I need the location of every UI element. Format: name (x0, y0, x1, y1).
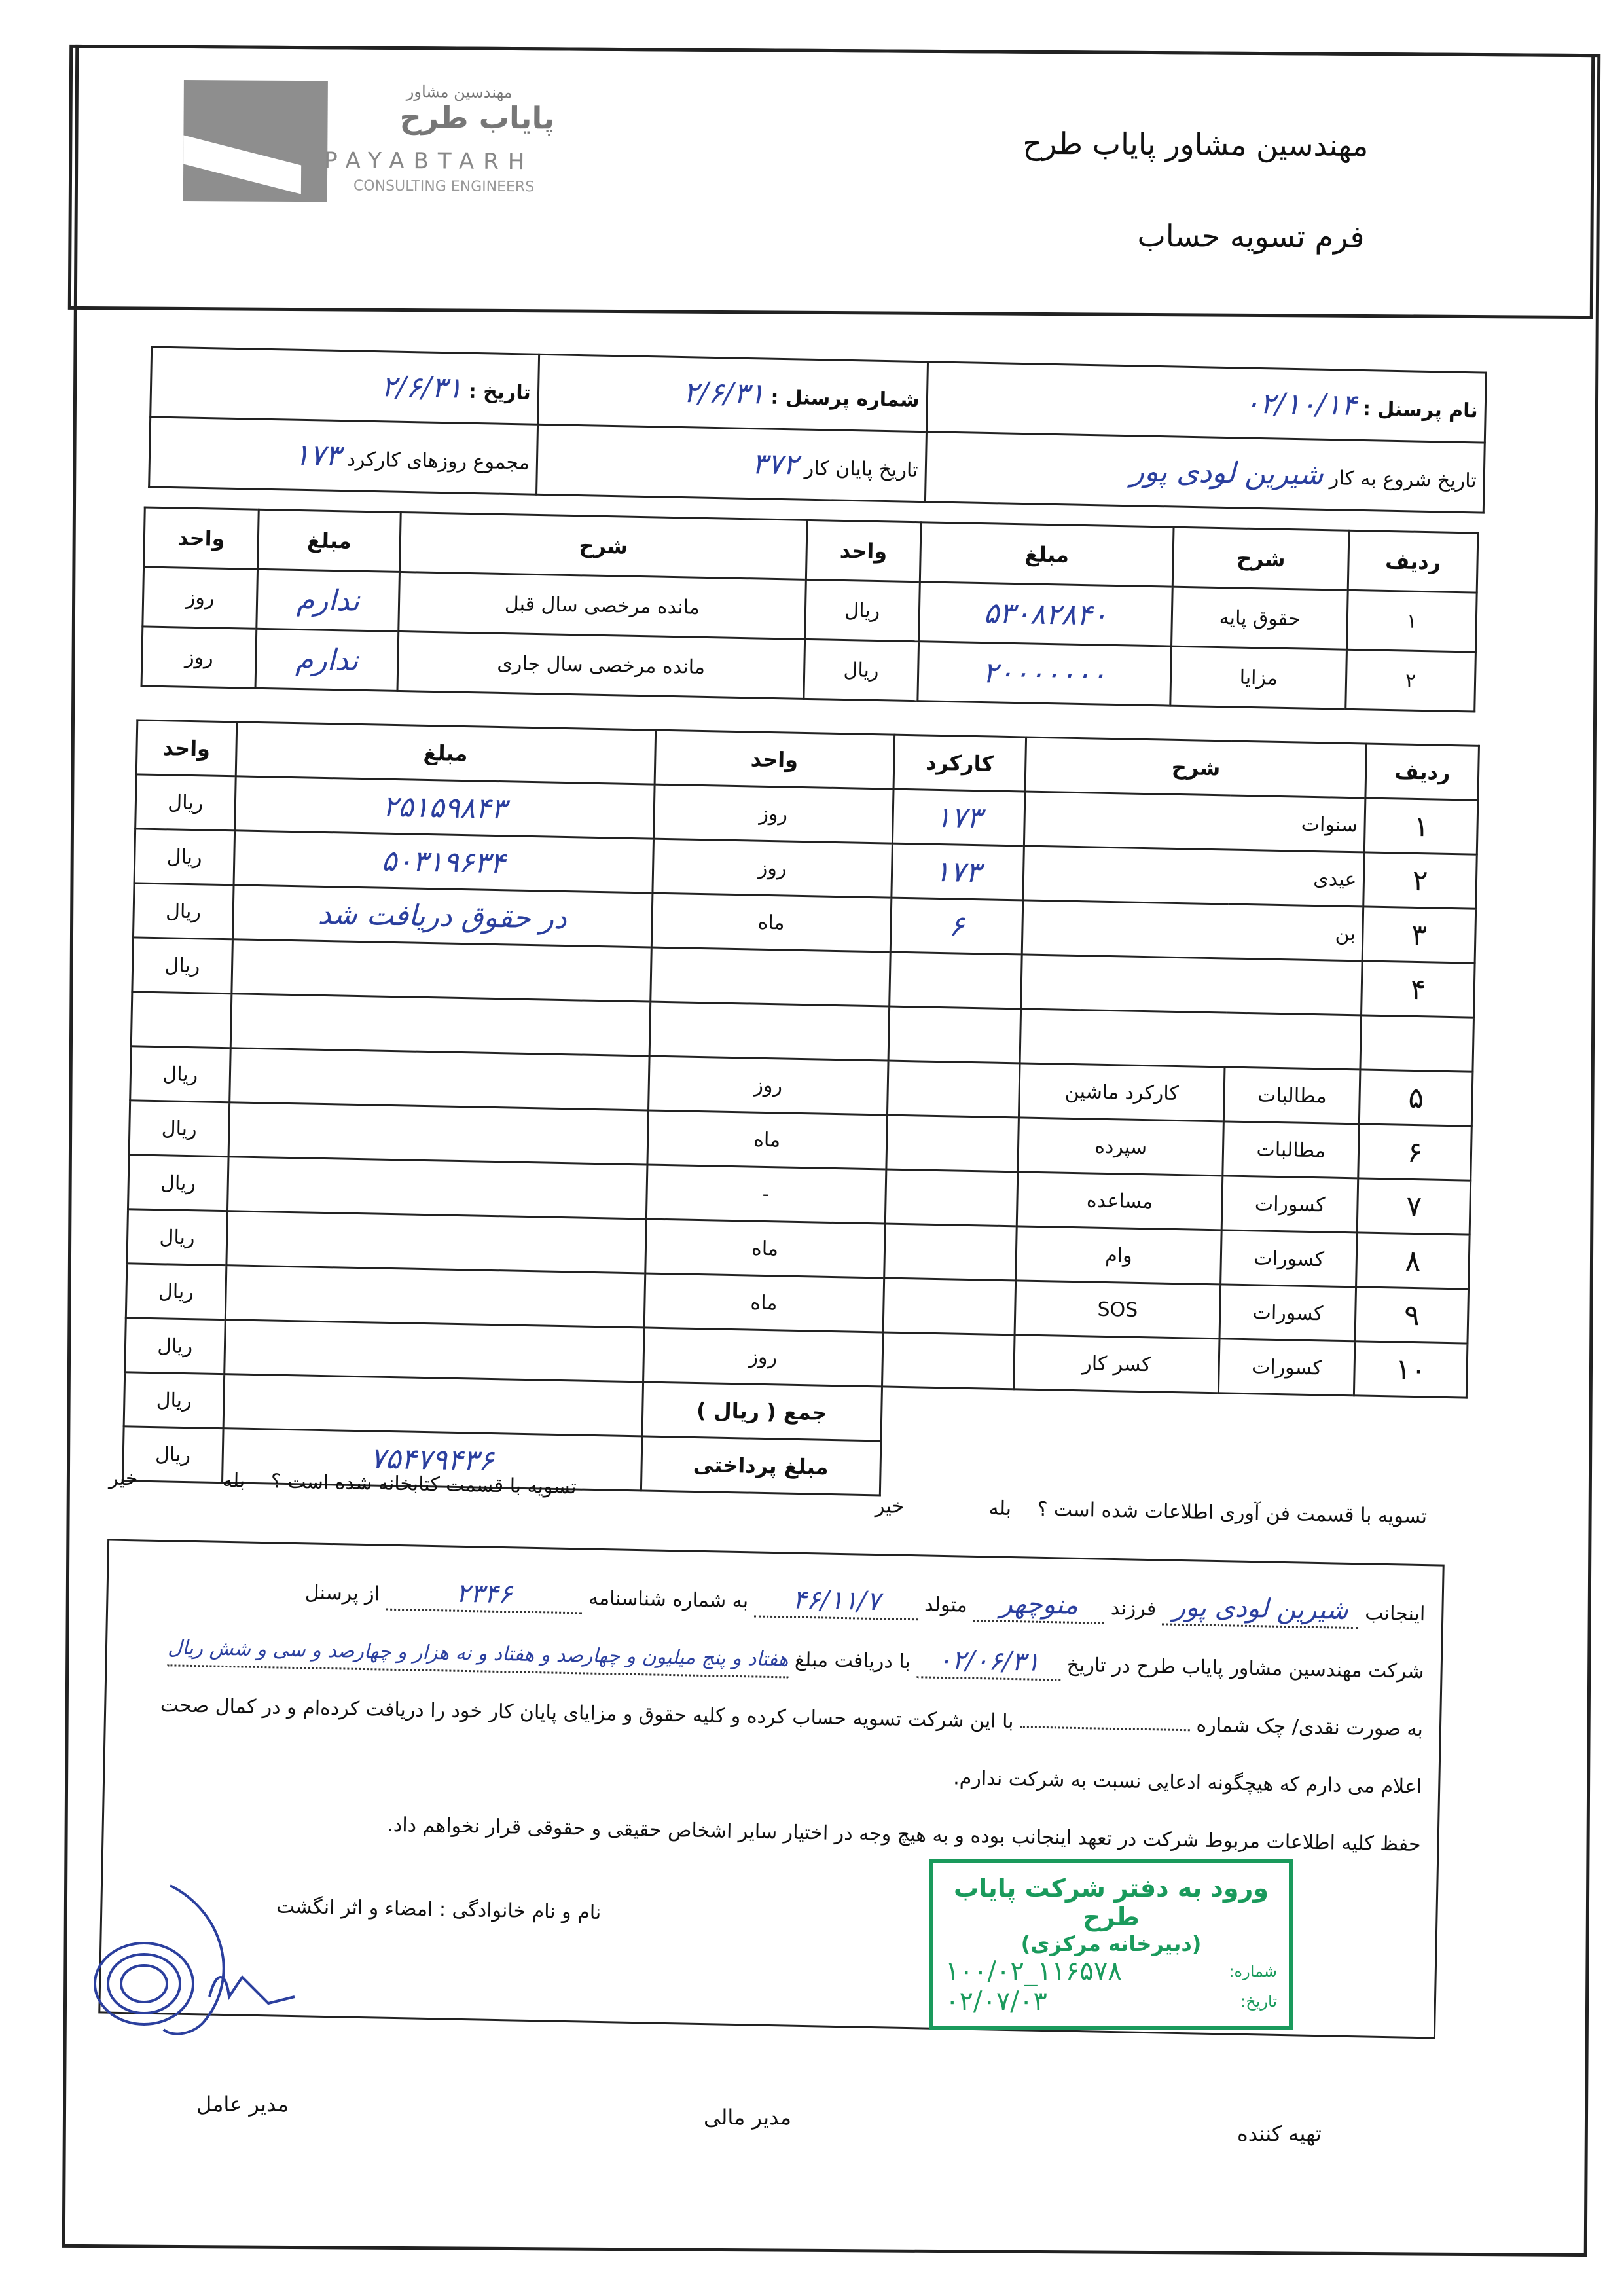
text: فرزند (1110, 1596, 1157, 1621)
table-cell: مانده مرخصی سال جاری (397, 631, 804, 699)
stamp-date-label: تاریخ: (1240, 1992, 1277, 2011)
amount-value[interactable] (229, 1048, 649, 1110)
column-header: واحد (806, 520, 921, 581)
it-clearance (875, 1495, 1428, 1528)
work-value[interactable] (883, 1278, 1016, 1335)
column-header: ردیف (1365, 744, 1479, 800)
cheque-number-field[interactable] (1020, 1726, 1190, 1731)
column-header: مبلغ (236, 722, 655, 784)
start-date-cell[interactable] (925, 432, 1485, 513)
table-cell[interactable]: ۵۳۰۸۲۸۴۰ (918, 582, 1172, 646)
column-header: واحد (655, 730, 894, 789)
logo-text-fa: پایاب طرح (399, 99, 555, 136)
text: به صورت نقدی/ چک شماره (1196, 1713, 1424, 1741)
table-cell: مانده مرخصی سال قبل (399, 572, 806, 639)
column-header: واحد (144, 507, 259, 569)
amount-value[interactable] (226, 1211, 645, 1273)
amount-value[interactable] (225, 1266, 645, 1328)
personnel-number-label: شماره پرسنل : (770, 386, 920, 412)
end-date-cell[interactable] (536, 424, 926, 501)
stamp-title: ورود به دفتر شرکت پایاب طرح (954, 1874, 1269, 1931)
payable-row-label: مبلغ پرداختی (641, 1436, 880, 1495)
currency-cell: ریال (132, 938, 232, 994)
logo-text-en: PAYABTARH (324, 147, 534, 175)
row-number: ۵ (1360, 1070, 1473, 1126)
currency-cell: ریال (128, 1155, 228, 1211)
amount-value[interactable] (230, 994, 650, 1056)
row-number: ۴ (1362, 961, 1475, 1017)
settlement-table (122, 719, 1480, 1507)
work-value[interactable] (888, 1006, 1021, 1063)
salary-leave-table (141, 506, 1479, 712)
logo-text-fa-small: مهندسین مشاور (406, 82, 513, 102)
company-title: مهندسین مشاور پایاب طرح (1022, 125, 1369, 164)
row-description (1021, 955, 1363, 1015)
personnel-name-value: ۰۲/۱۰/۱۴ (1244, 386, 1357, 422)
ceo-signature-label: مدیر عامل (196, 2092, 289, 2117)
library-clearance (109, 1467, 577, 1499)
library-clearance-question: تسویه با قسمت کتابخانه شده است ؟ (270, 1470, 577, 1499)
text: متولد (924, 1593, 968, 1617)
start-date-value: شیرین لودی پور (1130, 454, 1324, 492)
amount-value[interactable]: در حقوق دریافت شد (232, 885, 652, 947)
column-header: شرح (1173, 527, 1350, 590)
date-cell[interactable] (151, 347, 539, 424)
work-value[interactable] (889, 952, 1022, 1009)
row-number: ۲ (1363, 852, 1477, 909)
row-category: مطالبات (1223, 1121, 1360, 1178)
text: با این شرکت تسویه حساب کرده و کلیه حقوق و مزایای پایان کار خود را دریافت کرده‌ام و در کمال صحت (160, 1694, 1014, 1734)
table-cell: ریال (804, 639, 919, 701)
currency-cell: ریال (130, 1046, 230, 1102)
unit-cell: ماه (647, 1110, 886, 1169)
library-yes-option[interactable]: بله (222, 1468, 245, 1493)
column-header: شرح (1025, 737, 1367, 798)
column-header: شرح (399, 512, 806, 579)
it-no-option[interactable]: خیر (875, 1495, 905, 1518)
row-description: SOS (1015, 1281, 1220, 1339)
table-cell[interactable]: ۲۰۰۰۰۰۰۰ (918, 642, 1172, 706)
employee-name-field[interactable]: شیرین لودی پور (1162, 1590, 1359, 1629)
end-date-value: ۳۷۲ (751, 446, 799, 481)
father-name-field[interactable]: منوچهر (973, 1587, 1105, 1624)
work-value[interactable] (887, 1061, 1020, 1118)
payable-row-amount[interactable]: ۷۵۴۷۹۴۳۶ (222, 1429, 641, 1491)
text: به شماره شناسنامه (588, 1586, 749, 1613)
table-cell: روز (141, 627, 257, 688)
row-category: کسورات (1219, 1285, 1356, 1341)
unit-cell: روز (653, 784, 893, 843)
personnel-name-cell[interactable] (926, 362, 1486, 443)
row-description: سپرده (1018, 1118, 1223, 1176)
unit-cell: روز (643, 1328, 882, 1387)
row-number: ۸ (1356, 1233, 1470, 1289)
personnel-number-cell[interactable] (537, 354, 928, 431)
end-date-label: تاریخ پایان کار (804, 456, 918, 482)
column-header: مبلغ (920, 522, 1174, 587)
column-header: کارکرد (893, 735, 1026, 792)
form-header (68, 45, 1595, 319)
row-number: ۱ (1365, 798, 1478, 854)
table-cell[interactable]: ندارم (257, 569, 400, 631)
currency-cell: ریال (135, 774, 236, 831)
row-number: ۷ (1358, 1178, 1471, 1235)
table-cell: مزایا (1170, 646, 1347, 709)
personnel-name-label: نام پرسنل : (1362, 397, 1479, 422)
row-number: ۱۰ (1354, 1341, 1468, 1398)
currency-cell: ریال (134, 829, 234, 885)
personnel-number-value: ۲/۶/۳۱ (683, 375, 765, 410)
work-value[interactable] (886, 1115, 1019, 1172)
row-category: کسورات (1221, 1230, 1358, 1287)
table-cell: روز (143, 567, 258, 629)
amount-words-field[interactable]: هفتاد و پنج میلیون و چهارصد و هفتاد و نه هزار و چهارصد و سی و شش ریال (168, 1631, 789, 1678)
id-number-field[interactable]: ۲۳۴۶ (386, 1576, 583, 1614)
work-value[interactable]: ۶ (890, 898, 1023, 955)
stamp-number-label: شماره: (1229, 1962, 1277, 1980)
form-title: فرم تسویه حساب (1137, 217, 1365, 255)
unit-cell: روز (652, 839, 892, 898)
amount-value[interactable] (231, 939, 651, 1002)
column-header: واحد (136, 720, 236, 776)
currency-cell (131, 992, 231, 1048)
unit-cell: - (646, 1165, 886, 1224)
amount-value[interactable] (228, 1102, 648, 1165)
amount-value[interactable]: ۲۵۱۵۹۸۴۳ (234, 776, 654, 839)
row-number (1360, 1015, 1473, 1072)
statement-line-5: حفظ کلیه اطلاعات مربوط شرکت در تعهد اینجانب بوده و به هیچ وجه در اختیار سایر اشخاص حقیقی و حقوقی قرار نخواهم داد. (387, 1813, 1421, 1857)
amount-value[interactable]: ۵۰۳۱۹۶۳۴ (234, 831, 653, 893)
date-value: ۲/۶/۳۱ (380, 369, 463, 405)
stamp-date-value: ۰۲/۰۷/۰۳ (945, 1986, 1047, 2016)
start-date-label: تاریخ شروع به کار (1329, 466, 1477, 492)
statement-line-4: اعلام می دارم که هیچگونه ادعایی نسبت به شرکت ندارم. (952, 1766, 1422, 1799)
office-entry-stamp (929, 1859, 1293, 2030)
unit-cell (650, 947, 890, 1006)
logo-text-en-sub: CONSULTING ENGINEERS (353, 177, 535, 196)
signature-fingerprint-icon (72, 1872, 308, 2043)
row-description: سنوات (1024, 792, 1366, 852)
row-description: کارکرد ماشین (1019, 1063, 1225, 1121)
settlement-date-field[interactable]: ۰۲/۰۶/۳۱ (916, 1643, 1061, 1681)
amount-value[interactable] (224, 1320, 643, 1382)
birth-date-field[interactable]: ۴۶/۱۱/۷ (754, 1582, 918, 1620)
work-value[interactable]: ۱۷۳ (891, 843, 1024, 900)
currency-cell: ریال (126, 1264, 226, 1320)
row-description: کسر کار (1014, 1335, 1219, 1393)
unit-cell: روز (648, 1056, 888, 1115)
date-label: تاریخ : (468, 380, 532, 405)
row-category: کسورات (1218, 1339, 1355, 1396)
stamp-number-value: ۱۰۰/۰۲_۱۱۶۵۷۸ (945, 1956, 1122, 1986)
unit-cell: ماه (651, 893, 891, 952)
row-number: ۳ (1363, 907, 1476, 963)
cfo-signature-label: مدیر مالی (704, 2105, 791, 2130)
row-description (1020, 1009, 1362, 1070)
currency-cell: ریال (124, 1372, 224, 1429)
library-no-option[interactable]: خیر (108, 1467, 138, 1491)
text: شرکت مهندسین مشاور پایاب طرح در تاریخ (1066, 1653, 1424, 1684)
currency-cell: ریال (123, 1427, 223, 1483)
currency-cell: ریال (133, 883, 233, 939)
row-category: کسورات (1221, 1176, 1358, 1233)
work-value[interactable]: ۱۷۳ (892, 789, 1025, 846)
work-value[interactable] (884, 1224, 1017, 1281)
currency-cell: ریال (127, 1209, 227, 1266)
work-days-label: مجموع روزهای کارکرد (346, 447, 530, 475)
row-description: عیدی (1023, 846, 1365, 907)
row-number: ۹ (1355, 1287, 1468, 1343)
table-cell: حقوق پایه (1172, 587, 1348, 649)
row-category: مطالبات (1223, 1067, 1360, 1124)
row-number: ۶ (1358, 1124, 1471, 1180)
text: اینجانب (1364, 1601, 1426, 1626)
table-cell: ۱ (1347, 590, 1477, 652)
personnel-info-table (148, 346, 1487, 513)
it-clearance-question: تسویه با قسمت فن آوری اطلاعات شده است ؟ (1037, 1497, 1428, 1529)
work-value[interactable] (885, 1169, 1018, 1226)
preparer-signature-label: تهیه کننده (1237, 2121, 1322, 2146)
unit-cell: ماه (644, 1273, 884, 1332)
column-header: ردیف (1348, 530, 1478, 592)
amount-value[interactable] (227, 1157, 647, 1219)
it-yes-option[interactable]: بله (988, 1497, 1012, 1521)
column-header: مبلغ (257, 509, 401, 572)
stamp-subtitle: (دبیرخانه مرکزی) (1020, 1931, 1202, 1956)
currency-cell: ریال (125, 1318, 225, 1374)
text: از پرسنل (304, 1581, 380, 1606)
unit-cell (649, 1002, 889, 1061)
currency-cell: ریال (129, 1101, 229, 1157)
row-description: مساعده (1017, 1172, 1222, 1230)
unit-cell: ماه (645, 1219, 884, 1278)
total-row-label: جمع ( ریال ) (642, 1382, 882, 1441)
work-value[interactable] (882, 1332, 1015, 1389)
row-description: وام (1016, 1226, 1221, 1285)
work-days-cell[interactable] (149, 417, 538, 494)
work-days-value: ۱۷۳ (293, 438, 341, 473)
table-cell: ۲ (1346, 649, 1476, 712)
row-description: بن (1022, 900, 1363, 961)
table-cell: ریال (804, 579, 920, 641)
signature-label: نام و نام خانوادگی : امضاء و اثر انگشت (276, 1895, 602, 1925)
text: با دریافت مبلغ (794, 1648, 911, 1674)
table-cell[interactable]: ندارم (255, 629, 399, 691)
total-row-amount[interactable] (223, 1374, 643, 1436)
